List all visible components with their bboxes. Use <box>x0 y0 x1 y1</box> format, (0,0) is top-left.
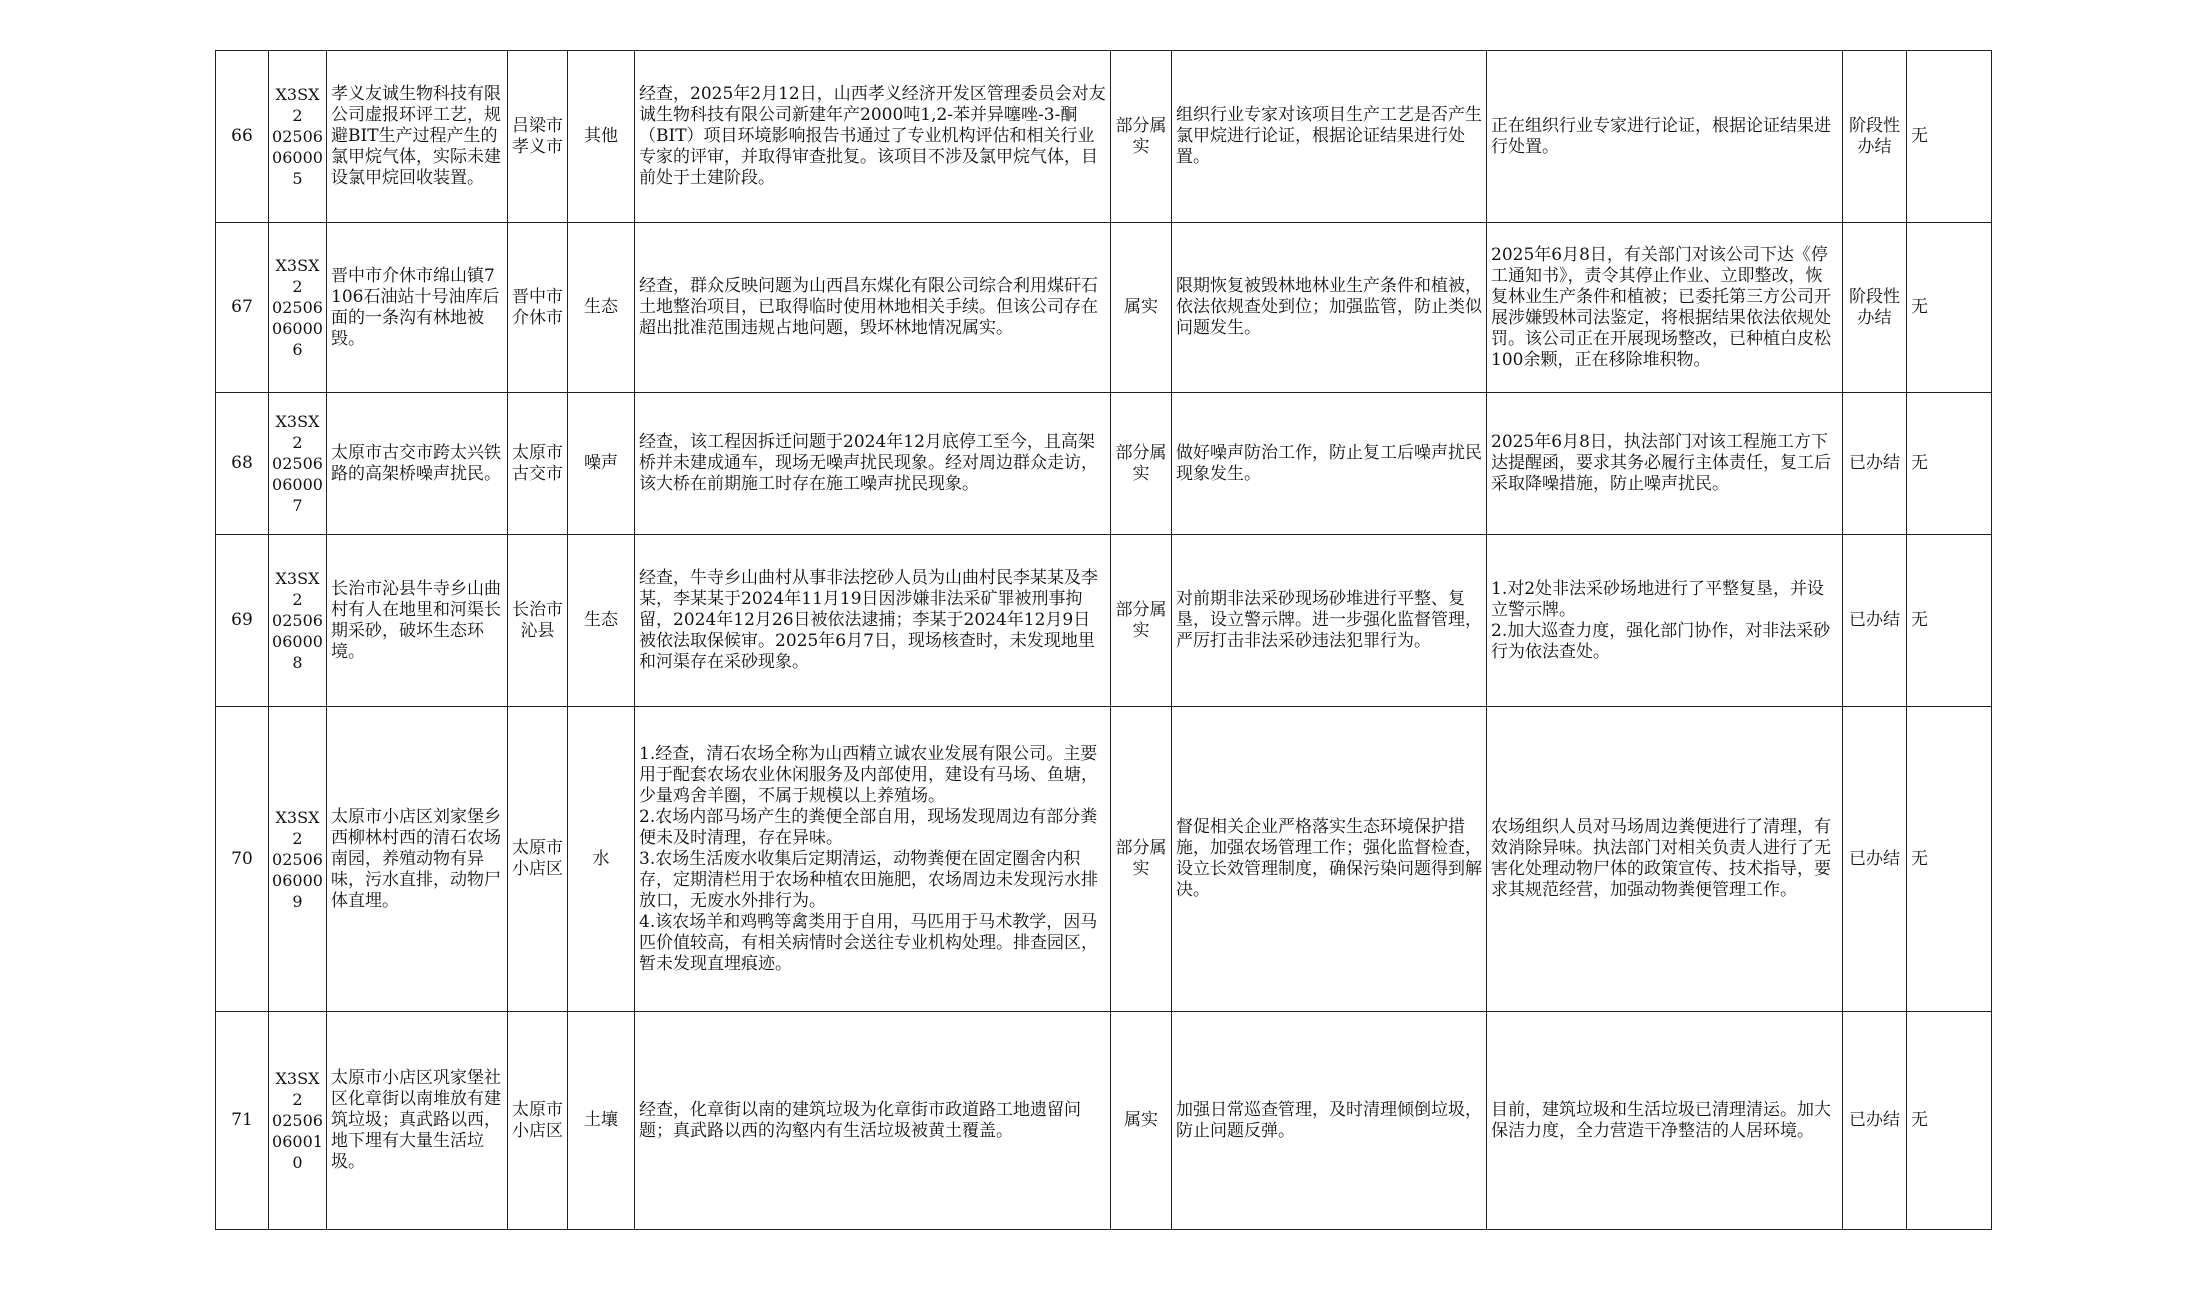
region: 长治市沁县 <box>508 535 568 707</box>
measures: 督促相关企业严格落实生态环境保护措施，加强农场管理工作；强化监督检查，设立长效管理制度，确保污染问题得到解决。 <box>1172 707 1487 1012</box>
pollution-category: 噪声 <box>568 393 635 535</box>
measures: 限期恢复被毁林地林业生产条件和植被，依法依规查处到位；加强监管，防止类似问题发生。 <box>1172 223 1487 393</box>
row-number: 67 <box>216 223 269 393</box>
region: 太原市小店区 <box>508 707 568 1012</box>
measures: 加强日常巡查管理，及时清理倾倒垃圾，防止问题反弹。 <box>1172 1012 1487 1230</box>
pollution-category: 生态 <box>568 223 635 393</box>
rectification-result: 目前，建筑垃圾和生活垃圾已清理清运。加大保洁力度，全力营造干净整洁的人居环境。 <box>1487 1012 1843 1230</box>
measures: 组织行业专家对该项目生产工艺是否产生氯甲烷进行论证，根据论证结果进行处置。 <box>1172 51 1487 223</box>
row-number: 70 <box>216 707 269 1012</box>
table-row <box>216 51 1992 223</box>
row-number: 71 <box>216 1012 269 1230</box>
pollution-category: 土壤 <box>568 1012 635 1230</box>
region: 晋中市介休市 <box>508 223 568 393</box>
investigation-detail: 经查，群众反映问题为山西昌东煤化有限公司综合利用煤矸石土地整治项目，已取得临时使用林地相关手续。但该公司存在超出批准范围违规占地问题，毁坏林地情况属实。 <box>635 223 1111 393</box>
table-row <box>216 535 1992 707</box>
case-code: X3SX2 02506 06000 5 <box>269 51 327 223</box>
case-code: X3SX2 02506 06000 9 <box>269 707 327 1012</box>
investigation-detail: 1.经查，清石农场全称为山西精立诚农业发展有限公司。主要用于配套农场农业休闲服务及内部使用，建设有马场、鱼塘，少量鸡舍羊圈，不属于规模以上养殖场。 2.农场内部马场产生的粪便全部自用，现场发现周边有部分粪便未及时清理，存在异味。 3.农场生活废水收集后定期清运，动物粪便在固定圈舍内积存，定期清栏用于农场种植农田施肥，农场周边未发现污水排放口，无废水外排行为。 4.该农场羊和鸡鸭等禽类用于自用，马匹用于马术教学，因马匹价值较高，有相关病情时会送往专业机构处理。排查园区，暂未发现直埋痕迹。 <box>635 707 1111 1012</box>
pollution-category: 生态 <box>568 535 635 707</box>
rectification-result: 正在组织行业专家进行论证，根据论证结果进行处置。 <box>1487 51 1843 223</box>
case-code: X3SX2 02506 06001 0 <box>269 1012 327 1230</box>
verdict: 部分属实 <box>1111 707 1172 1012</box>
row-number: 69 <box>216 535 269 707</box>
verdict: 部分属实 <box>1111 51 1172 223</box>
rectification-result: 2025年6月8日，有关部门对该公司下达《停工通知书》，责令其停止作业、立即整改，恢复林业生产条件和植被；已委托第三方公司开展涉嫌毁林司法鉴定，将根据结果依法依规处罚。该公司正在开展现场整改，已种植白皮松100余颗，正在移除堆积物。 <box>1487 223 1843 393</box>
issue-description: 太原市古交市跨太兴铁路的高架桥噪声扰民。 <box>327 393 508 535</box>
issue-description: 太原市小店区刘家堡乡西柳林村西的清石农场南园，养殖动物有异味，污水直排，动物尸体直埋。 <box>327 707 508 1012</box>
rectification-result: 1.对2处非法采砂场地进行了平整复垦，并设立警示牌。 2.加大巡查力度，强化部门协作，对非法采砂行为依法查处。 <box>1487 535 1843 707</box>
issue-description: 长治市沁县牛寺乡山曲村有人在地里和河渠长期采砂，破坏生态环境。 <box>327 535 508 707</box>
handling-status: 已办结 <box>1843 1012 1907 1230</box>
accountability: 无 <box>1907 1012 1992 1230</box>
investigation-detail: 经查，牛寺乡山曲村从事非法挖砂人员为山曲村民李某某及李某，李某某于2024年11月19日因涉嫌非法采矿罪被刑事拘留，2024年12月26日被依法逮捕；李某于2024年12月9日被依法取保候审。2025年6月7日，现场核查时，未发现地里和河渠存在采砂现象。 <box>635 535 1111 707</box>
case-code: X3SX2 02506 06000 8 <box>269 535 327 707</box>
table-row <box>216 393 1992 535</box>
issue-description: 孝义友诚生物科技有限公司虚报环评工艺，规避BIT生产过程产生的氯甲烷气体，实际未建设氯甲烷回收装置。 <box>327 51 508 223</box>
case-code: X3SX2 02506 06000 7 <box>269 393 327 535</box>
row-number: 68 <box>216 393 269 535</box>
table-row <box>216 707 1992 1012</box>
verdict: 部分属实 <box>1111 535 1172 707</box>
handling-status: 阶段性办结 <box>1843 223 1907 393</box>
issue-description: 晋中市介休市绵山镇7106石油站十号油库后面的一条沟有林地被毁。 <box>327 223 508 393</box>
handling-status: 已办结 <box>1843 707 1907 1012</box>
handling-status: 阶段性办结 <box>1843 51 1907 223</box>
case-code: X3SX2 02506 06000 6 <box>269 223 327 393</box>
region: 吕梁市孝义市 <box>508 51 568 223</box>
measures: 做好噪声防治工作，防止复工后噪声扰民现象发生。 <box>1172 393 1487 535</box>
verdict: 属实 <box>1111 1012 1172 1230</box>
pollution-category: 水 <box>568 707 635 1012</box>
handling-status: 已办结 <box>1843 393 1907 535</box>
handling-status: 已办结 <box>1843 535 1907 707</box>
row-number: 66 <box>216 51 269 223</box>
accountability: 无 <box>1907 223 1992 393</box>
rectification-result: 2025年6月8日，执法部门对该工程施工方下达提醒函，要求其务必履行主体责任，复工后采取降噪措施，防止噪声扰民。 <box>1487 393 1843 535</box>
accountability: 无 <box>1907 535 1992 707</box>
verdict: 属实 <box>1111 223 1172 393</box>
accountability: 无 <box>1907 51 1992 223</box>
investigation-detail: 经查，化章街以南的建筑垃圾为化章街市政道路工地遗留问题；真武路以西的沟壑内有生活垃圾被黄土覆盖。 <box>635 1012 1111 1230</box>
measures: 对前期非法采砂现场砂堆进行平整、复垦，设立警示牌。进一步强化监督管理，严厉打击非法采砂违法犯罪行为。 <box>1172 535 1487 707</box>
investigation-detail: 经查，2025年2月12日，山西孝义经济开发区管理委员会对友诚生物科技有限公司新建年产2000吨1,2-苯并异噻唑-3-酮（BIT）项目环境影响报告书通过了专业机构评估和相关行业专家的评审，并取得审查批复。该项目不涉及氯甲烷气体，目前处于土建阶段。 <box>635 51 1111 223</box>
verdict: 部分属实 <box>1111 393 1172 535</box>
table-row <box>216 1012 1992 1230</box>
region: 太原市古交市 <box>508 393 568 535</box>
petition-handling-table <box>215 50 1992 1230</box>
region: 太原市小店区 <box>508 1012 568 1230</box>
rectification-result: 农场组织人员对马场周边粪便进行了清理，有效消除异味。执法部门对相关负责人进行了无害化处理动物尸体的政策宣传、技术指导，要求其规范经营，加强动物粪便管理工作。 <box>1487 707 1843 1012</box>
investigation-detail: 经查，该工程因拆迁问题于2024年12月底停工至今，且高架桥并未建成通车，现场无噪声扰民现象。经对周边群众走访，该大桥在前期施工时存在施工噪声扰民现象。 <box>635 393 1111 535</box>
pollution-category: 其他 <box>568 51 635 223</box>
accountability: 无 <box>1907 707 1992 1012</box>
table-row <box>216 223 1992 393</box>
accountability: 无 <box>1907 393 1992 535</box>
issue-description: 太原市小店区巩家堡社区化章街以南堆放有建筑垃圾；真武路以西，地下埋有大量生活垃圾。 <box>327 1012 508 1230</box>
